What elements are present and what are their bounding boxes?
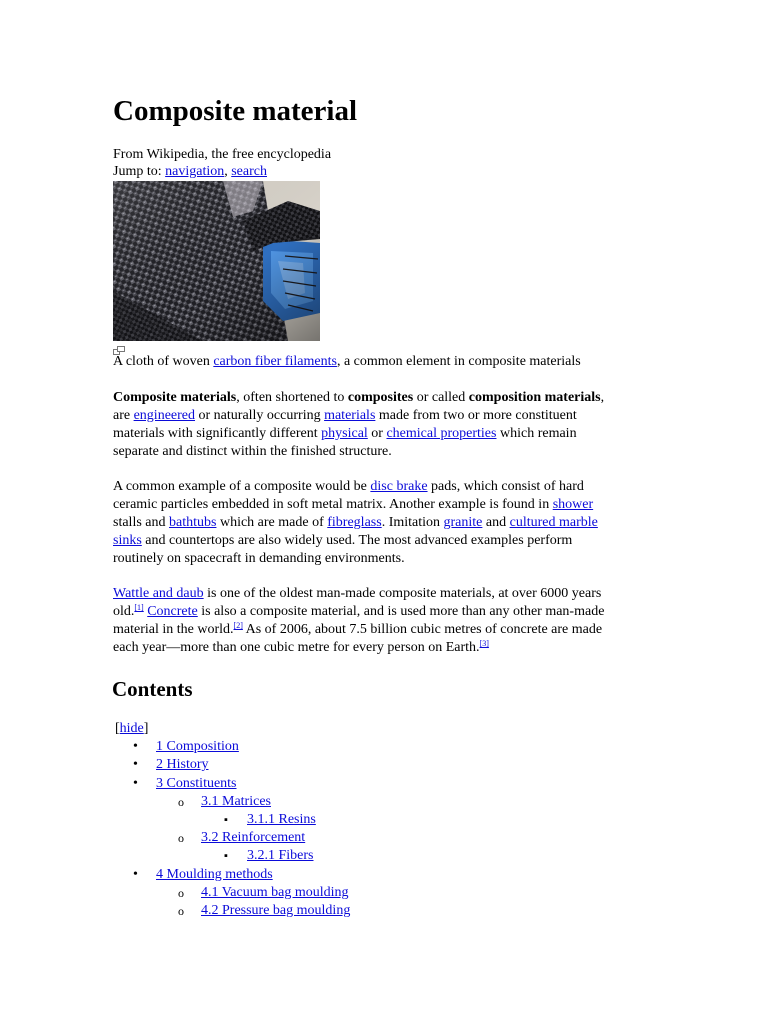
- jump-prefix: Jump to:: [113, 164, 162, 179]
- circle-bullet-icon: o: [178, 885, 184, 900]
- circle-bullet-icon: o: [178, 831, 184, 846]
- toc-item: [113, 775, 613, 793]
- page-title: Composite material: [113, 95, 358, 127]
- para-line: [113, 532, 643, 550]
- text: As of 2006, about 7.5 billion cubic metres of concrete are made: [245, 622, 603, 637]
- bullet-icon: •: [133, 775, 138, 791]
- bold-term: composition materials: [468, 390, 601, 405]
- carbon-fiber-link[interactable]: carbon fiber filaments: [213, 354, 337, 369]
- toc-link-resins[interactable]: 3.1.1 Resins: [247, 811, 316, 827]
- circle-bullet-icon: o: [178, 794, 184, 809]
- caption-text-end: , a common element in composite materials: [336, 354, 581, 369]
- para-line: [113, 389, 643, 407]
- bold-term: Composite materials: [113, 390, 237, 405]
- text: stalls and: [113, 515, 166, 530]
- contents-heading: Contents: [112, 677, 193, 701]
- toc-link-moulding-methods[interactable]: 4 Moulding methods: [156, 866, 273, 882]
- para-line: [113, 514, 643, 532]
- physical-link[interactable]: physical: [321, 426, 368, 441]
- text: which are made of: [219, 515, 324, 530]
- table-of-contents: [113, 720, 613, 920]
- para-line: [113, 407, 643, 425]
- citation-2-link[interactable]: [2]: [233, 621, 243, 630]
- text: A common example of a composite would be: [113, 479, 367, 494]
- concrete-link[interactable]: Concrete: [147, 604, 198, 619]
- bathtubs-link[interactable]: bathtubs: [169, 515, 217, 530]
- circle-bullet-icon: o: [178, 903, 184, 918]
- bullet-icon: •: [133, 866, 138, 882]
- text: ceramic particles embedded in soft metal matrix. Another example is found in: [113, 497, 550, 512]
- toc-item: [113, 756, 613, 774]
- text: or called: [416, 390, 466, 405]
- bullet-icon: •: [133, 757, 138, 773]
- citation-3-link[interactable]: [3]: [479, 639, 489, 648]
- text: materials with significantly different: [113, 426, 318, 441]
- shower-link[interactable]: shower: [552, 497, 594, 512]
- toc-item: [113, 866, 613, 884]
- toc-item: [113, 902, 613, 920]
- granite-link[interactable]: granite: [443, 515, 483, 530]
- para-line: [113, 639, 643, 657]
- toc-link-constituents[interactable]: 3 Constituents: [156, 775, 237, 791]
- paragraph-history: [113, 585, 643, 657]
- image-caption: [113, 353, 581, 370]
- jump-links: [113, 163, 267, 180]
- toc-link-composition[interactable]: 1 Composition: [156, 739, 239, 755]
- toc-item: [113, 829, 613, 847]
- para-line: [113, 603, 643, 621]
- square-bullet-icon: ▪: [224, 850, 228, 863]
- para-line: [113, 621, 643, 639]
- text: , often shortened to: [236, 390, 345, 405]
- paragraph-intro: [113, 389, 643, 461]
- text: material in the world.: [113, 622, 234, 637]
- bullet-icon: •: [133, 739, 138, 755]
- toc-link-history[interactable]: 2 History: [156, 757, 209, 773]
- para-line: [113, 443, 643, 461]
- para-line: [113, 425, 643, 443]
- text: which remain: [499, 426, 577, 441]
- text: or naturally occurring: [198, 408, 321, 423]
- paragraph-examples: [113, 478, 643, 568]
- carbon-fiber-photo: [113, 181, 320, 341]
- jump-navigation-link[interactable]: navigation: [165, 164, 225, 179]
- bold-term: composites: [347, 390, 414, 405]
- para-line: [113, 550, 643, 568]
- para-line: [113, 585, 643, 603]
- wattle-and-daub-link[interactable]: Wattle and daub: [113, 586, 204, 601]
- text: and countertops are also widely used. The most advanced examples perform: [145, 533, 573, 548]
- caption-text: A cloth of woven: [113, 354, 210, 369]
- text: pads, which consist of hard: [431, 479, 584, 494]
- fibreglass-link[interactable]: fibreglass: [327, 515, 382, 530]
- carbon-fiber-image[interactable]: [113, 181, 320, 341]
- text: and: [485, 515, 507, 530]
- site-subtitle: From Wikipedia, the free encyclopedia: [113, 147, 332, 162]
- toc-item: [113, 847, 613, 865]
- toc-item: [113, 811, 613, 829]
- toc-link-matrices[interactable]: 3.1 Matrices: [201, 793, 271, 809]
- para-line: [113, 478, 643, 496]
- text: is one of the oldest man-made composite materials, at over 6000 years: [207, 586, 602, 601]
- bracket-close: ]: [143, 721, 149, 736]
- text: separate and distinct within the finished structure.: [113, 444, 392, 459]
- text: routinely on spacecraft in demanding environments.: [113, 551, 405, 566]
- toc-link-pressure-bag-moulding[interactable]: 4.2 Pressure bag moulding: [201, 902, 351, 918]
- jump-separator: ,: [224, 164, 228, 179]
- text: old.: [113, 604, 135, 619]
- enlarge-icon[interactable]: [113, 342, 125, 351]
- text: . Imitation: [381, 515, 441, 530]
- engineered-link[interactable]: engineered: [133, 408, 196, 423]
- text: each year—more than one cubic metre for every person on Earth.: [113, 640, 480, 655]
- cultured-marble-link[interactable]: cultured marble: [509, 515, 598, 530]
- toc-link-fibers[interactable]: 3.2.1 Fibers: [247, 848, 314, 864]
- toc-hide-link[interactable]: hide: [119, 721, 144, 736]
- jump-search-link[interactable]: search: [231, 164, 267, 179]
- para-line: [113, 496, 643, 514]
- text: are: [113, 408, 131, 423]
- chemical-properties-link[interactable]: chemical properties: [386, 426, 497, 441]
- text: ,: [600, 390, 605, 405]
- toc-link-reinforcement[interactable]: 3.2 Reinforcement: [201, 830, 306, 846]
- toc-item: [113, 793, 613, 811]
- toc-item: [113, 884, 613, 902]
- square-bullet-icon: ▪: [224, 813, 228, 826]
- text: made from two or more constituent: [378, 408, 577, 423]
- text: or: [371, 426, 383, 441]
- citation-1-link[interactable]: [1]: [134, 603, 144, 612]
- toc-link-vacuum-bag-moulding[interactable]: 4.1 Vacuum bag moulding: [201, 884, 349, 900]
- bracket-open: [: [115, 721, 120, 736]
- materials-link[interactable]: materials: [324, 408, 376, 423]
- toc-toggle-row: [113, 720, 613, 738]
- disc-brake-link[interactable]: disc brake: [370, 479, 428, 494]
- text: is also a composite material, and is used more than any other man-made: [201, 604, 605, 619]
- toc-toggle: [115, 720, 148, 738]
- sinks-link[interactable]: sinks: [113, 533, 142, 548]
- toc-item: [113, 738, 613, 756]
